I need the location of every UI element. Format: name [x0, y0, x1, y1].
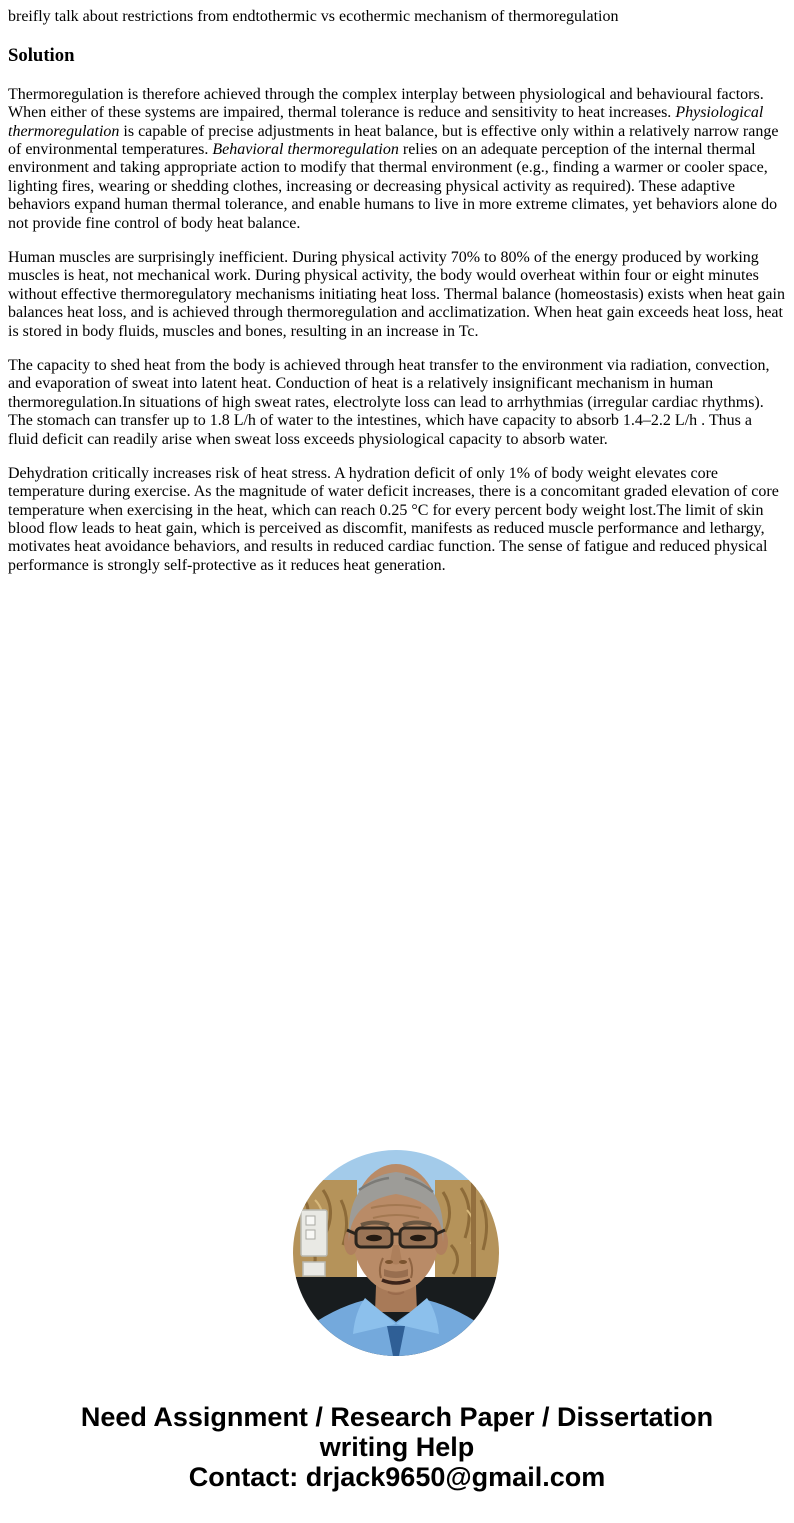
- solution-paragraph-2: Human muscles are surprisingly inefficient. During physical activity 70% to 80% of the energy produced by working muscles is heat, not mechanical work. During physical activity, the body would overheat within four or eight minutes without effective thermoregulatory mechanisms initiating heat loss. Thermal balance (homeostasis) exists when heat gain balances heat loss, and is achieved through thermoregulation and acclimatization. When heat gain exceeds heat loss, heat is stored in body fluids, muscles and bones, resulting in an increase in Tc.: [8, 249, 785, 340]
- footer-help-line-1: Need Assignment / Research Paper / Dissertation: [80, 1402, 714, 1432]
- question-text: breifly talk about restrictions from endtothermic vs ecothermic mechanism of thermoregulation: [8, 8, 619, 25]
- footer-contact-email: Contact: drjack9650@gmail.com: [188, 1462, 606, 1492]
- avatar: [293, 1150, 499, 1356]
- footer-help-line-2: writing Help: [319, 1432, 475, 1462]
- solution-paragraph-4: Dehydration critically increases risk of heat stress. A hydration deficit of only 1% of body weight elevates core temperature during exercise. As the magnitude of water deficit increases, there is a concomitant graded elevation of core temperature when exercising in the heat, which can reach 0.25 °C for every percent body weight lost.The limit of skin blood flow leads to heat gain, which is perceived as discomfit, manifests as reduced muscle performance and lethargy, motivates heat avoidance behaviors, and results in reduced cardiac function. The sense of fatigue and reduced physical performance is strongly self-protective as it reduces heat generation.: [8, 464, 779, 574]
- solution-paragraph-1: Thermoregulation is therefore achieved through the complex interplay between physiological and behavioural factors. When either of these systems are impaired, thermal tolerance is reduce and sensitivity to heat increases. Physiological thermoregulation is capable of precise adjustments in heat balance, but is effective only within a relatively narrow range of environmental temperatures. Behavioral thermoregulation relies on an adequate perception of the internal thermal environment and taking appropriate action to modify that thermal environment (e.g., finding a warmer or cooler space, lighting fires, wearing or shedding clothes, increasing or decreasing physical activity as required). These adaptive behaviors expand human thermal tolerance, and enable humans to live in more extreme climates, yet behaviors alone do not provide fine control of body heat balance.: [8, 85, 779, 232]
- solution-paragraph-3: The capacity to shed heat from the body is achieved through heat transfer to the environment via radiation, convection, and evaporation of sweat into latent heat. Conduction of heat is a relatively insignificant mechanism in human thermoregulation.In situations of high sweat rates, electrolyte loss can lead to arrhythmias (irregular cardiac rhythms). The stomach can transfer up to 1.8 L/h of water to the intestines, which have capacity to absorb 1.4–2.2 L/h . Thus a fluid deficit can readily arise when sweat loss exceeds physiological capacity to absorb water.: [8, 356, 770, 448]
- solution-heading: Solution: [8, 45, 75, 67]
- document-body: [0, 0, 794, 599]
- footer-ad: [0, 1402, 794, 1492]
- portrait-photo-icon: [293, 1150, 499, 1356]
